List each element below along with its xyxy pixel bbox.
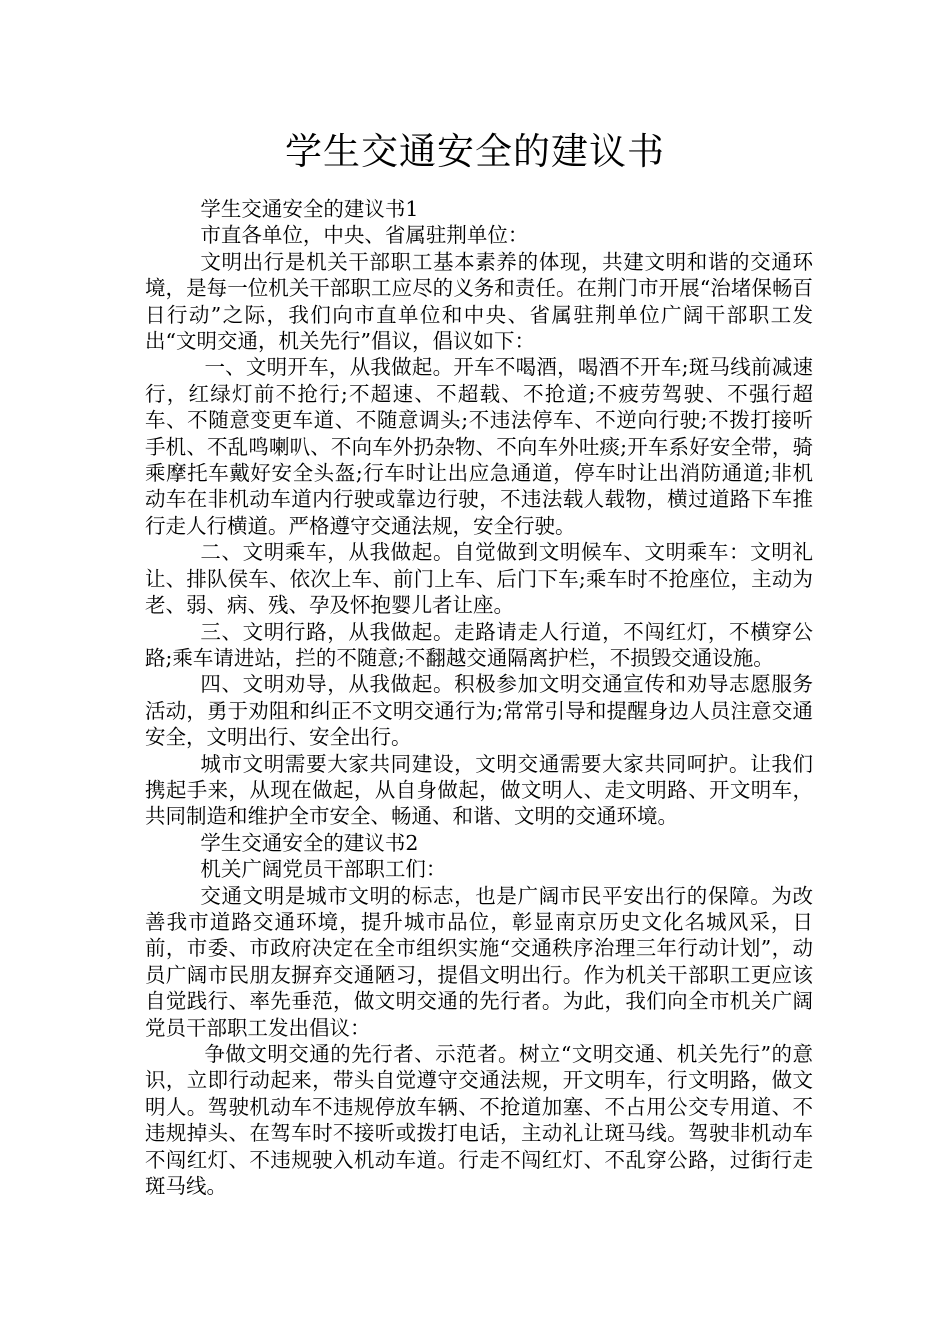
paragraph: 一、文明开车，从我做起。开车不喝酒，喝酒不开车;斑马线前减速行，红绿灯前不抢行;不超速、不超载、不抢道;不疲劳驾驶、不强行超车、不随意变更车道、不随意调头;不违法停车、不逆向行驶;不拨打接听手机、不乱鸣喇叭、不向车外扔杂物、不向车外吐痰;开车系好安全带，骑乘摩托车戴好安全头盔;行车时让出应急通道，停车时让出消防通道;非机动车在非机动车道内行驶或靠边行驶，不违法载人载物，横过道路下车推行走人行横道。严格遵守交通法规，安全行驶。 bbox=[145, 355, 813, 538]
paragraph: 争做文明交通的先行者、示范者。树立“文明交通、机关先行”的意识，立即行动起来，带头自觉遵守交通法规，开文明车，行文明路，做文明人。驾驶机动车不违规停放车辆、不抢道加塞、不占用公交专用道、不违规掉头、在驾车时不接听或拨打电话，主动礼让斑马线。驾驶非机动车不闯红灯、不违规驶入机动车道。行走不闯红灯、不乱穿公路，过街行走斑马线。 bbox=[145, 1042, 813, 1199]
paragraph: 交通文明是城市文明的标志，也是广阔市民平安出行的保障。为改善我市道路交通环境，提升城市品位，彰显南京历史文化名城风采，日前，市委、市政府决定在全市组织实施“交通秩序治理三年行动计划”，动员广阔市民朋友摒弃交通陋习，提倡文明出行。作为机关干部职工更应该自觉践行、率先垂范，做文明交通的先行者。为此，我们向全市机关广阔党员干部职工发出倡议： bbox=[145, 883, 813, 1040]
paragraph: 城市文明需要大家共同建设，文明交通需要大家共同呵护。让我们携起手来，从现在做起，从自身做起，做文明人、走文明路、开文明车，共同制造和维护全市安全、畅通、和谐、文明的交通环境。 bbox=[145, 751, 813, 829]
paragraph: 三、文明行路，从我做起。走路请走人行道，不闯红灯，不横穿公路;乘车请进站，拦的不随意;不翻越交通隔离护栏，不损毁交通设施。 bbox=[145, 619, 813, 670]
paragraph: 二、文明乘车，从我做起。自觉做到文明候车、文明乘车：文明礼让、排队侯车、依次上车、前门上车、后门下车;乘车时不抢座位，主动为老、弱、病、残、孕及怀抱婴儿者让座。 bbox=[145, 540, 813, 618]
paragraph: 文明出行是机关干部职工基本素养的体现，共建文明和谐的交通环境，是每一位机关干部职工应尽的义务和责任。在荆门市开展“治堵保畅百日行动”之际，我们向市直单位和中央、省属驻荆单位广阔干部职工发出“文明交通，机关先行”倡议，倡议如下： bbox=[145, 249, 813, 354]
section-heading-1: 学生交通安全的建议书1 bbox=[200, 197, 419, 221]
section-heading-2: 学生交通安全的建议书2 bbox=[200, 830, 419, 855]
salutation-2: 机关广阔党员干部职工们： bbox=[200, 857, 447, 882]
salutation-1: 市直各单位，中央、省属驻荆单位： bbox=[200, 223, 529, 248]
document-title: 学生交通安全的建议书 bbox=[285, 130, 665, 173]
paragraph: 四、文明劝导，从我做起。积极参加文明交通宣传和劝导志愿服务活动，勇于劝阻和纠正不文明交通行为;常常引导和提醒身边人员注意交通安全，文明出行、安全出行。 bbox=[145, 672, 813, 750]
document-body bbox=[145, 196, 813, 1199]
